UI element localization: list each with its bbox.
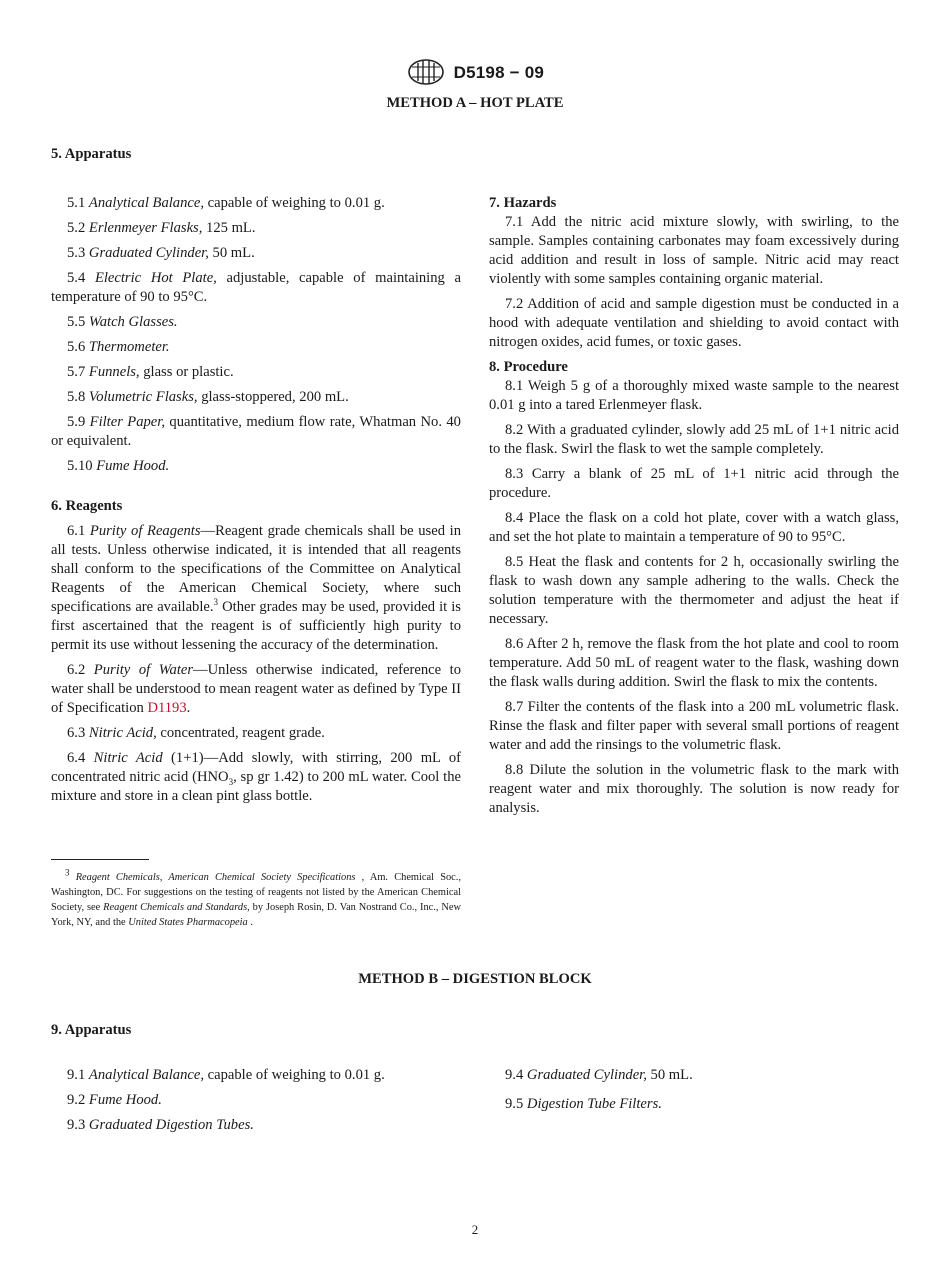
para-8-2: 8.2 With a graduated cylinder, slowly add 25 mL of 1+1 nitric acid to the flask. Swirl the flask to wet the sample completely. — [489, 422, 899, 457]
para-7-2: 7.2 Addition of acid and sample digestion must be conducted in a hood with adequate ventilation and shielding to avoid contact with nitrogen oxides, acid fumes, or toxic gases. — [489, 296, 899, 350]
para-6-2: 6.2 Purity of Water—Unless otherwise indicated, reference to water shall be understood to mean reagent water as defined by Type II of Specification D1193. — [51, 662, 461, 716]
footnote-3: $^3$ Reagent Chemicals, American Chemical Society Specifications , Am. Chemical Soc., Washington, DC. For suggestions on the testing of reagents not listed by the American Chemical Society, see Reagent Chemicals and Standards, by Joseph Rosin, D. Van Nostrand Co., Inc., New York, NY, and the United States Pharmacopeia . — [51, 867, 461, 928]
item-5-1: 5.1 Analytical Balance, capable of weighing to 0.01 g. — [67, 195, 385, 211]
para-8-3: 8.3 Carry a blank of 25 mL of 1+1 nitric acid through the procedure. — [489, 466, 899, 501]
section-5-heading: 5. Apparatus — [51, 146, 132, 162]
page-header — [0, 58, 950, 82]
item-5-8: 5.8 Volumetric Flasks, glass-stoppered, 200 mL. — [67, 389, 349, 405]
document-id: D5198 − 09 — [453, 62, 545, 82]
section-6-heading: 6. Reagents — [51, 498, 123, 514]
item-9-5: 9.5 Digestion Tube Filters. — [505, 1096, 662, 1112]
item-9-2: 9.2 Fume Hood. — [67, 1092, 162, 1108]
para-8-4: 8.4 Place the flask on a cold hot plate, cover with a watch glass, and set the hot plate to maintain a temperature of 90 to 95°C. — [489, 510, 899, 545]
para-8-1: 8.1 Weigh 5 g of a thoroughly mixed waste sample to the nearest 0.01 g into a tared Erlenmeyer flask. — [489, 378, 899, 413]
item-5-10: 5.10 Fume Hood. — [67, 458, 170, 474]
item-5-5: 5.5 Watch Glasses. — [67, 314, 178, 330]
section-7-heading: 7. Hazards — [489, 195, 557, 211]
item-5-4: 5.4 Electric Hot Plate, adjustable, capable of maintaining a temperature of 90 to 95°C. — [51, 270, 461, 305]
para-6-4: 6.4 Nitric Acid (1+1)—Add slowly, with stirring, 200 mL of concentrated nitric acid ($HNO_3$, sp gr 1.42) to 200 mL water. Cool the mixture and store in a clean pint glass bottle. — [51, 750, 462, 804]
section-9-heading: 9. Apparatus — [51, 1022, 132, 1038]
page-number: 2 — [471, 1222, 479, 1237]
spec-link-d1193[interactable]: D1193 — [147, 700, 187, 716]
method-b-title: METHOD B – DIGESTION BLOCK — [358, 971, 592, 987]
para-8-5: 8.5 Heat the flask and contents for 2 h, occasionally swirling the flask to wash down any sample adhering to the walls. Check the solution temperature with the thermometer and adjust the heat if necessary. — [489, 554, 899, 627]
section-9-list-left — [51, 1066, 461, 1141]
section-9-list-right — [489, 1066, 899, 1120]
para-6-3: 6.3 Nitric Acid, concentrated, reagent grade. — [67, 725, 325, 741]
section-8-heading: 8. Procedure — [489, 359, 568, 375]
section-5-list — [51, 194, 461, 482]
item-5-2: 5.2 Erlenmeyer Flasks, 125 mL. — [67, 220, 256, 236]
item-5-7: 5.7 Funnels, glass or plastic. — [67, 364, 234, 380]
para-6-1: 6.1 Purity of Reagents—Reagent grade chemicals shall be used in all tests. Unless otherwise indicated, it is intended that all reagents shall conform to the specifications of the Committee on Analytical Reagents of the American Chemical Society, where such specifications are available.$^3$ Other grades may be used, provided it is first ascertained that the reagent is of sufficiently high purity to permit its use without lessening the accuracy of the determination. — [51, 523, 462, 653]
para-8-8: 8.8 Dilute the solution in the volumetric flask to the mark with reagent water and mix thoroughly. The solution is now ready for analysis. — [489, 762, 899, 816]
item-9-3: 9.3 Graduated Digestion Tubes. — [67, 1117, 254, 1133]
sections-7-8 — [489, 194, 899, 818]
item-9-1: 9.1 Analytical Balance, capable of weighing to 0.01 g. — [67, 1067, 385, 1083]
item-9-4: 9.4 Graduated Cylinder, 50 mL. — [505, 1067, 693, 1083]
astm-logo-icon — [406, 58, 446, 86]
item-5-6: 5.6 Thermometer. — [67, 339, 170, 355]
item-5-9: 5.9 Filter Paper, quantitative, medium flow rate, Whatman No. 40 or equivalent. — [51, 414, 461, 449]
section-6 — [51, 497, 461, 806]
footnote-divider — [51, 859, 149, 860]
footnote — [51, 867, 461, 930]
item-5-3: 5.3 Graduated Cylinder, 50 mL. — [67, 245, 255, 261]
method-a-title: METHOD A – HOT PLATE — [386, 95, 564, 111]
para-8-6: 8.6 After 2 h, remove the flask from the hot plate and cool to room temperature. Add 50 mL of reagent water to the flask, washing down the flask walls during addition. Swirl the flask to mix the contents. — [489, 636, 899, 690]
para-8-7: 8.7 Filter the contents of the flask into a 200 mL volumetric flask. Rinse the flask and filter paper with several small portions of reagent water and add the rinsings to the volumetric flask. — [489, 699, 899, 753]
para-7-1: 7.1 Add the nitric acid mixture slowly, with swirling, to the sample. Samples containing carbonates may foam excessively during acid addition and result in loss of sample. Nitric acid may react violently with some samples containing organic material. — [489, 214, 899, 287]
